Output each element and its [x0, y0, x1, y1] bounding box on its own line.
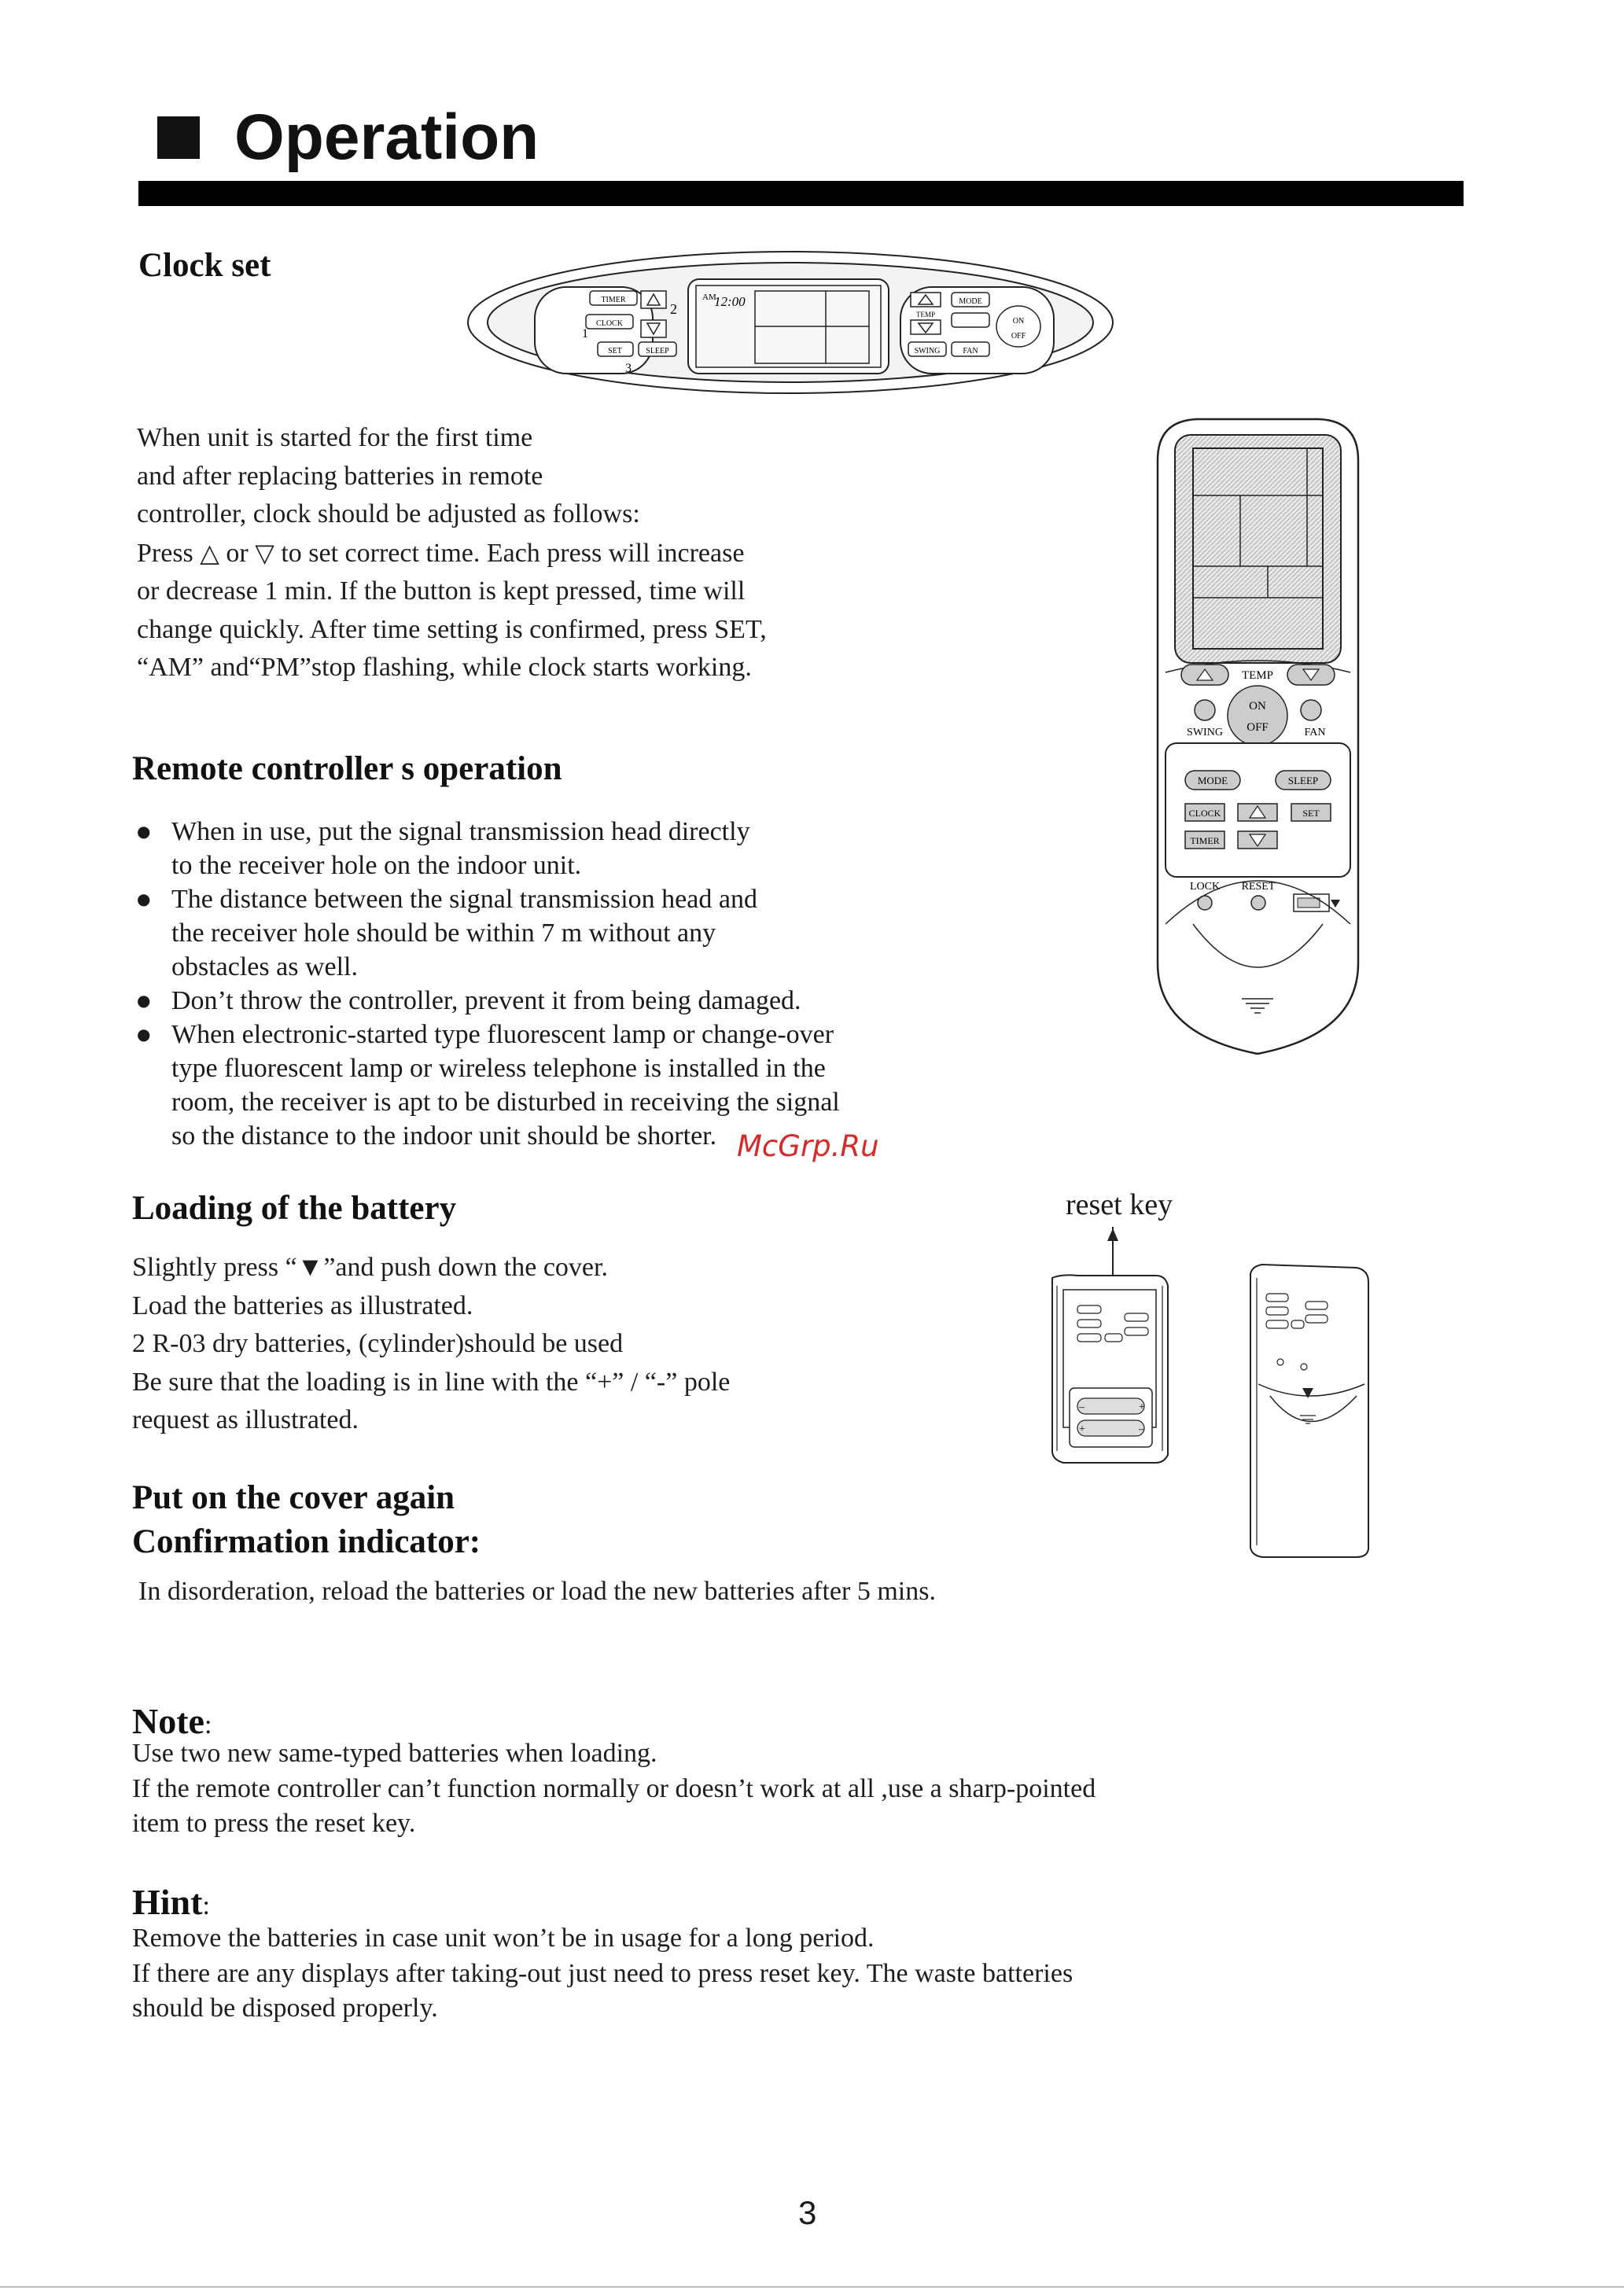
remote-operation-heading: Remote controller s operation [132, 750, 562, 787]
panel-fan-label: FAN [963, 347, 978, 355]
title-block [157, 94, 539, 181]
clock-line: or decrease 1 min. If the button is kept pressed, time will [137, 576, 746, 606]
hint-heading: Hint: [132, 1882, 210, 1922]
panel-temp-label: TEMP [915, 311, 936, 319]
list-item: ● The distance between the signal transmission head and the receiver hole should be within 7 m without any obstacles as well. [132, 882, 997, 984]
callout-1: 1 [582, 327, 588, 341]
remote-mode-label: MODE [1197, 775, 1228, 786]
display-am: AM [702, 293, 716, 302]
remote-timer-label: TIMER [1190, 835, 1220, 846]
remote-clock-label: CLOCK [1188, 808, 1221, 819]
panel-timer-label: TIMER [601, 296, 626, 304]
clock-line: and after replacing batteries in remote [137, 461, 543, 491]
battery-plus-sign: + [1139, 1401, 1145, 1413]
watermark: McGrp.Ru [737, 1129, 879, 1163]
remote-on-label: ON [1249, 700, 1266, 713]
battery-minus-sign: – [1079, 1401, 1085, 1413]
hint-line: Remove the batteries in case unit won’t be in usage for a long period. [132, 1924, 875, 1953]
remote-screen [1175, 435, 1341, 663]
clock-line: change quickly. After time setting is confirmed, press SET, [137, 614, 767, 644]
battery-line: Load the batteries as illustrated. [132, 1291, 473, 1320]
battery-plus-sign: + [1079, 1423, 1085, 1435]
battery-cell-icon [1077, 1420, 1144, 1436]
clock-press-line: Press △ or ▽ to set correct time. Each press will increase [137, 537, 745, 568]
page-title: Operation [234, 101, 539, 173]
battery-cell-icon [1077, 1398, 1144, 1414]
up-triangle-icon: △ [200, 537, 219, 568]
panel-mode-label: MODE [959, 297, 982, 306]
callout-3: 3 [625, 362, 632, 375]
note-line: item to press the reset key. [132, 1809, 416, 1838]
note-line: Use two new same-typed batteries when loading. [132, 1739, 657, 1768]
clock-line: controller, clock should be adjusted as follows: [137, 499, 640, 528]
remote-swing-label: SWING [1187, 727, 1223, 738]
hint-text [132, 1921, 1469, 2027]
title-rule [138, 181, 1464, 206]
remote-controller-illustration [1150, 413, 1366, 1058]
clock-line: “AM” and“PM”stop flashing, while clock starts working. [137, 653, 752, 682]
hint-line: should be disposed properly. [132, 1994, 438, 2023]
battery-line: 2 R-03 dry batteries, (cylinder)should be used [132, 1329, 624, 1358]
list-item: ● When electronic-started type fluorescent lamp or change-over type fluorescent lamp or wireless telephone is installed in the room, the receiver is apt to be disturbed in receiving the signal so the distance to the indoor unit should be shorter. [132, 1018, 997, 1153]
panel-on-label: ON [1012, 317, 1025, 326]
remote-temp-label: TEMP [1241, 669, 1274, 682]
hint-line: If there are any displays after taking-out just need to press reset key. The waste batteries [132, 1958, 1073, 1988]
remote-fan-label: FAN [1304, 727, 1326, 738]
clock-set-heading: Clock set [138, 247, 271, 284]
footer-line [0, 2286, 1624, 2288]
panel-clock-label: CLOCK [596, 319, 623, 328]
title-square-icon [157, 116, 200, 159]
page-number: 3 [798, 2194, 817, 2231]
battery-line: Be sure that the loading is in line with the “+” / “-” pole [132, 1367, 731, 1397]
battery-loading-illustration [1046, 1227, 1376, 1565]
confirmation-text: In disorderation, reload the batteries or load the new batteries after 5 mins. [138, 1577, 936, 1606]
clock-line: When unit is started for the first time [137, 423, 533, 452]
remote-sleep-label: SLEEP [1287, 775, 1319, 786]
callout-2: 2 [670, 301, 677, 317]
remote-off-label: OFF [1247, 721, 1269, 734]
battery-line: request as illustrated. [132, 1405, 359, 1434]
panel-set-label: SET [608, 347, 622, 355]
note-heading: Note: [132, 1701, 212, 1741]
down-triangle-icon: ▽ [255, 537, 274, 568]
display-time: 12:00 [714, 294, 746, 309]
battery-heading: Loading of the battery [132, 1190, 457, 1227]
battery-minus-sign: – [1139, 1423, 1144, 1435]
control-panel-illustration [464, 248, 1117, 397]
remote-set-label: SET [1302, 808, 1320, 819]
battery-line: Slightly press “▼”and push down the cover. [132, 1253, 608, 1282]
clock-set-text [137, 419, 923, 687]
note-text [132, 1736, 1469, 1842]
remote-operation-list [132, 815, 997, 1153]
panel-swing-label: SWING [914, 347, 941, 355]
remote-reset-label: RESET [1241, 881, 1276, 893]
confirmation-heading: Confirmation indicator: [132, 1523, 481, 1560]
panel-sleep-label: SLEEP [646, 347, 669, 355]
list-item: ● Don’t throw the controller, prevent it from being damaged. [132, 984, 997, 1018]
note-line: If the remote controller can’t function normally or doesn’t work at all ,use a sharp-pointed [132, 1773, 1096, 1803]
remote-lock-label: LOCK [1189, 881, 1221, 893]
reset-key-label: reset key [1066, 1188, 1173, 1221]
battery-text [132, 1249, 958, 1440]
list-item: ● When in use, put the signal transmission head directly to the receiver hole on the indoor unit. [132, 815, 997, 882]
panel-off-label: OFF [1011, 332, 1026, 341]
cover-heading: Put on the cover again [132, 1479, 455, 1516]
